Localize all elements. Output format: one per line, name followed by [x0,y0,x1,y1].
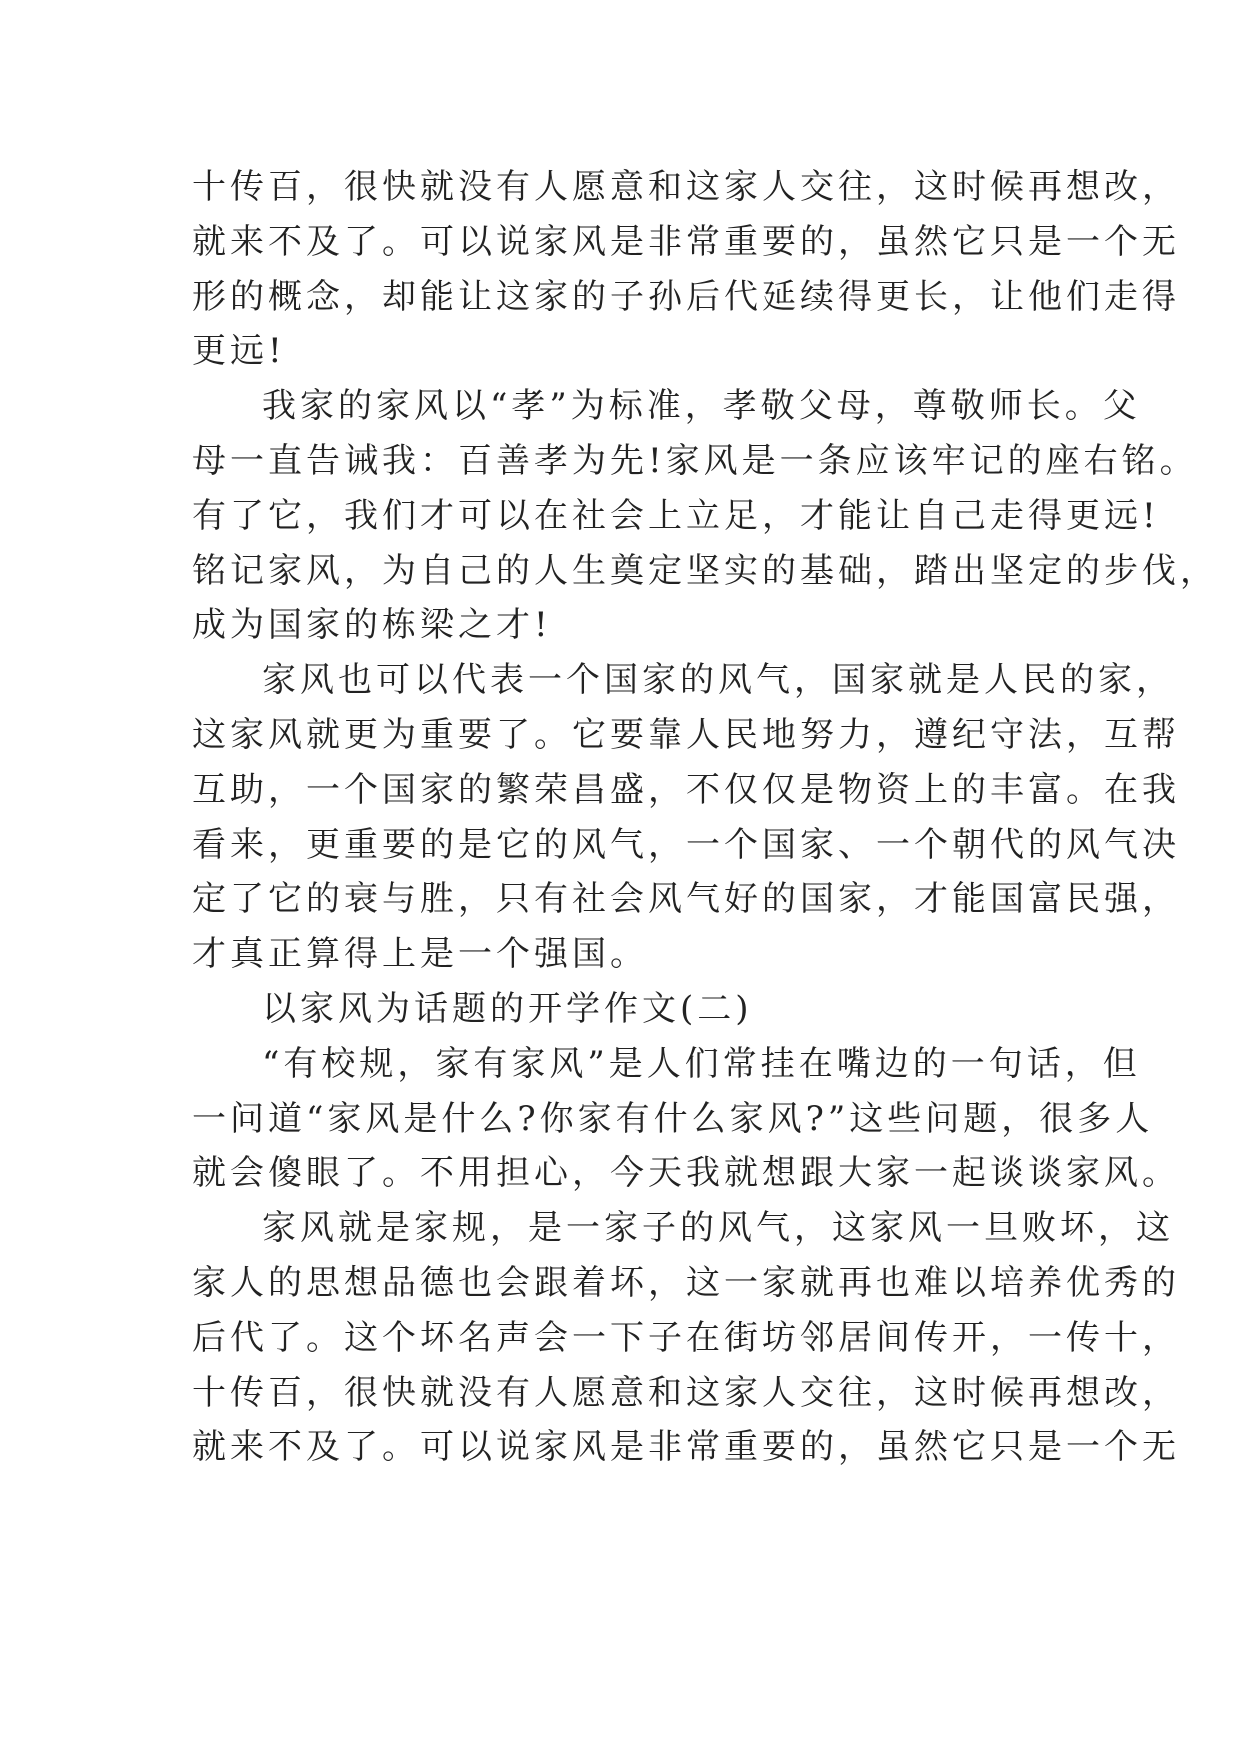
text-line: 就会傻眼了。不用担心，今天我就想跟大家一起谈谈家风。 [192,1153,1180,1194]
text-line: 家人的思想品德也会跟着坏，这一家就再也难以培养优秀的 [192,1262,1180,1303]
text-line: 这家风就更为重要了。它要靠人民地努力，遵纪守法，互帮 [192,714,1180,755]
text-line: 才真正算得上是一个强国。 [192,934,648,975]
text-line: 一问道“家风是什么?你家有什么家风?”这些问题，很多人 [192,1098,1154,1139]
text-line: 就来不及了。可以说家风是非常重要的，虽然它只是一个无 [192,1427,1180,1468]
text-line: 家风就是家规，是一家子的风气，这家风一旦败坏，这 [262,1208,1174,1249]
text-line: 十传百，很快就没有人愿意和这家人交往，这时候再想改， [192,1372,1180,1413]
text-line: 看来，更重要的是它的风气，一个国家、一个朝代的风气决 [192,824,1180,865]
text-line: 后代了。这个坏名声会一下子在街坊邻居间传开，一传十， [192,1317,1180,1358]
text-line: 以家风为话题的开学作文(二) [262,988,753,1029]
text-line: 我家的家风以“孝”为标准，孝敬父母，尊敬师长。父 [262,386,1141,427]
text-line: 更远! [192,331,286,372]
text-line: 母一直告诫我：百善孝为先!家风是一条应该牢记的座右铭。 [192,440,1198,481]
document-body [192,160,1218,1475]
text-line: 有了它，我们才可以在社会上立足，才能让自己走得更远! [192,495,1160,536]
text-line: 家风也可以代表一个国家的风气，国家就是人民的家， [262,660,1174,701]
text-line: 互助，一个国家的繁荣昌盛，不仅仅是物资上的丰富。在我 [192,769,1180,810]
text-line: 形的概念，却能让这家的子孙后代延续得更长，让他们走得 [192,276,1180,317]
text-line: “有校规，家有家风”是人们常挂在嘴边的一句话，但 [262,1043,1141,1084]
text-line: 就来不及了。可以说家风是非常重要的，虽然它只是一个无 [192,221,1180,262]
text-line: 铭记家风，为自己的人生奠定坚实的基础，踏出坚定的步伐， [192,550,1218,591]
text-line: 成为国家的栋梁之才! [192,605,552,646]
text-line: 定了它的衰与胜，只有社会风气好的国家，才能国富民强， [192,879,1180,920]
text-line: 十传百，很快就没有人愿意和这家人交往，这时候再想改， [192,167,1180,207]
